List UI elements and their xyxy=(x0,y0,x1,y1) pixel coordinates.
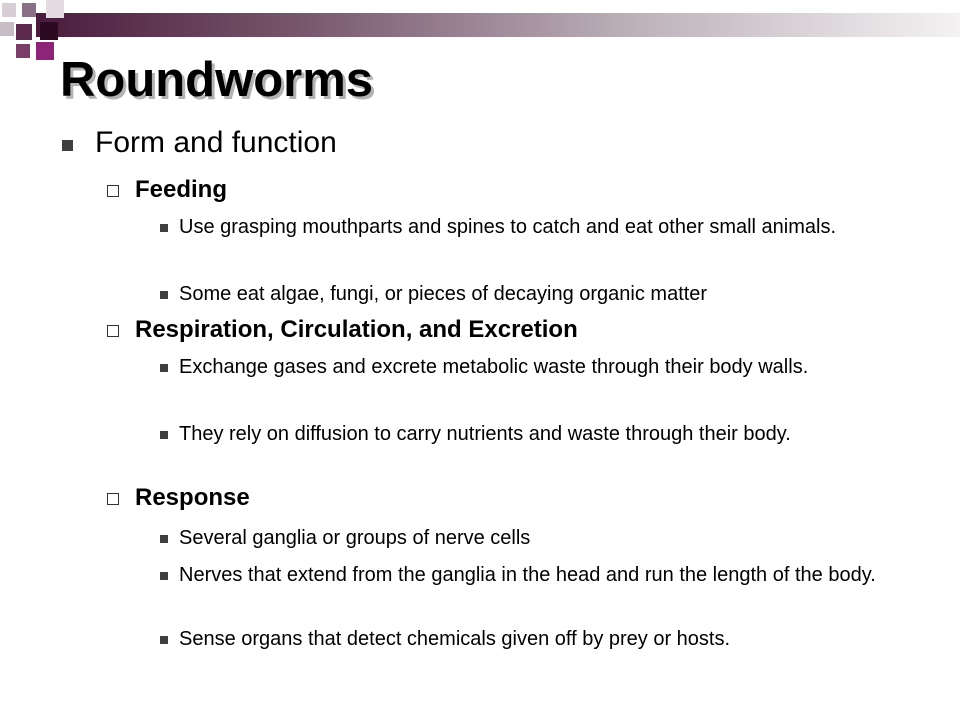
bullet-point xyxy=(160,215,900,239)
bullet-icon xyxy=(160,224,168,232)
section-heading: Feeding xyxy=(135,176,228,203)
bullet-text: Exchange gases and excrete metabolic waste through their body walls. xyxy=(179,356,809,378)
bullet-icon xyxy=(160,535,168,543)
bullet-point xyxy=(160,526,900,550)
decorative-square xyxy=(0,22,14,36)
bullet-icon xyxy=(160,572,168,580)
bullet-text: Use grasping mouthparts and spines to catch and eat other small animals. xyxy=(179,216,837,238)
bullet-text: Sense organs that detect chemicals given off by prey or hosts. xyxy=(179,628,731,650)
section-heading: Response xyxy=(135,484,250,511)
bullet-text: Nerves that extend from the ganglia in the head and run the length of the body. xyxy=(179,564,876,586)
bullet-point xyxy=(160,422,900,446)
topic-item xyxy=(62,126,337,160)
bullet-icon xyxy=(160,364,168,372)
section-heading-response xyxy=(107,484,250,512)
hollow-square-bullet-icon xyxy=(107,493,119,505)
bullet-text: Several ganglia or groups of nerve cells xyxy=(179,527,531,549)
bullet-point xyxy=(160,563,900,587)
decorative-square xyxy=(40,22,58,40)
bullet-text: They rely on diffusion to carry nutrients and waste through their body. xyxy=(179,423,791,445)
decorative-square xyxy=(46,0,64,18)
bullet-icon xyxy=(160,291,168,299)
decorative-square xyxy=(16,44,30,58)
header-band xyxy=(36,13,960,37)
hollow-square-bullet-icon xyxy=(107,185,119,197)
section-heading: Respiration, Circulation, and Excretion xyxy=(135,316,578,343)
square-bullet-icon xyxy=(62,140,73,151)
decorative-square xyxy=(22,3,36,17)
decorative-square xyxy=(36,42,54,60)
bullet-icon xyxy=(160,636,168,644)
hollow-square-bullet-icon xyxy=(107,325,119,337)
decorative-square xyxy=(2,3,16,17)
decorative-square xyxy=(16,24,32,40)
bullet-point xyxy=(160,282,900,306)
bullet-point xyxy=(160,355,900,379)
bullet-icon xyxy=(160,431,168,439)
bullet-text: Some eat algae, fungi, or pieces of decaying organic matter xyxy=(179,283,708,305)
section-heading-feeding xyxy=(107,176,227,204)
slide-title: Roundworms xyxy=(60,53,374,107)
topic-label: Form and function xyxy=(95,126,337,159)
section-heading-respiration xyxy=(107,316,578,344)
bullet-point xyxy=(160,627,900,651)
